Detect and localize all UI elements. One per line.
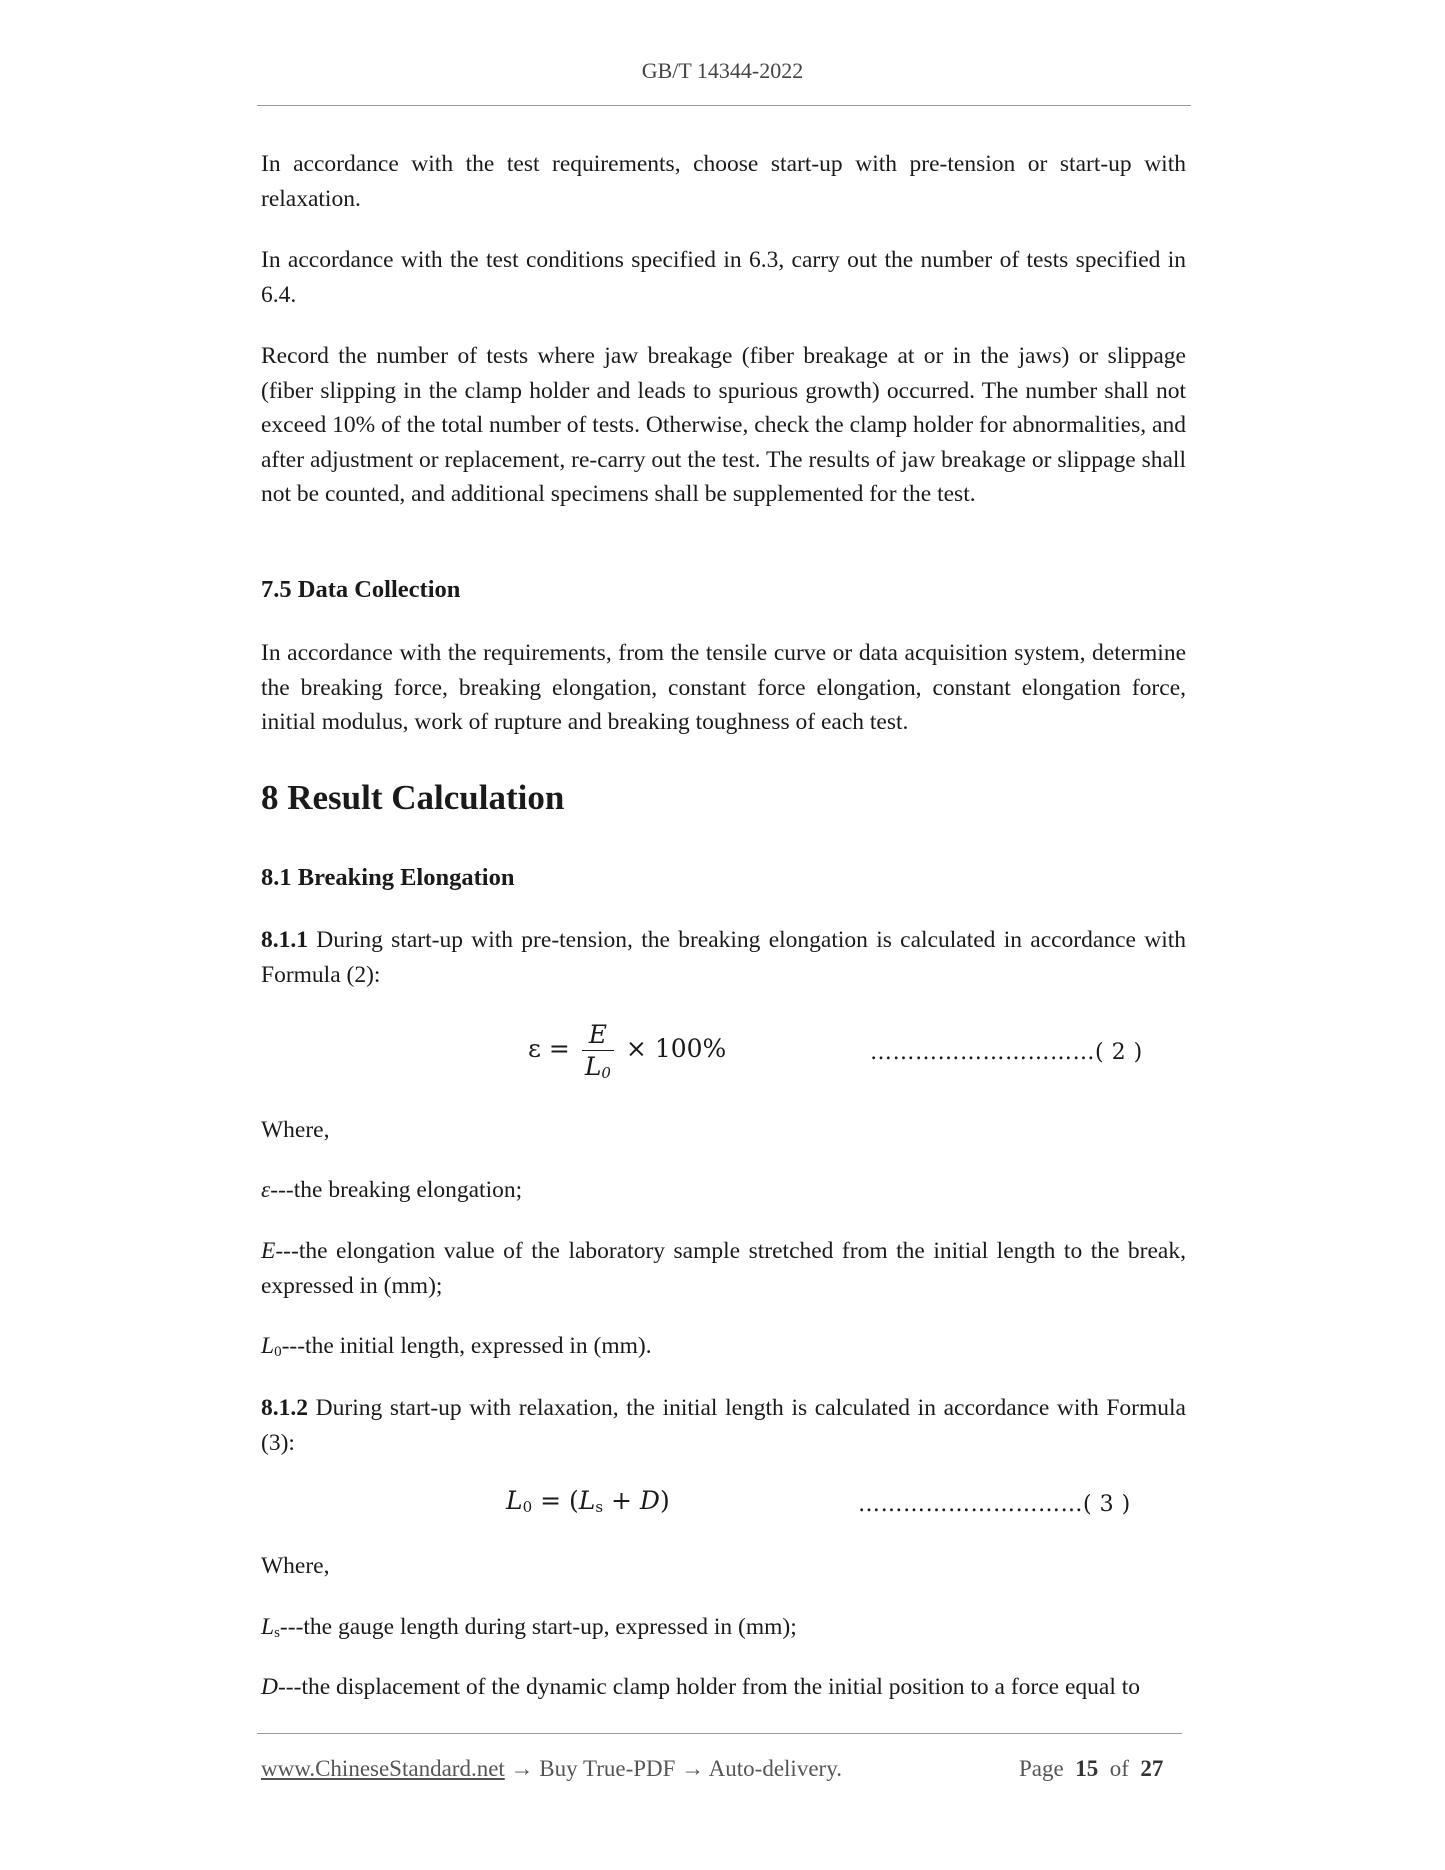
formula-2-label: ( 2 ) [1095, 1040, 1143, 1065]
formula-3-label: ( 3 ) [1083, 1492, 1131, 1517]
formula-epsilon: ε [528, 1034, 541, 1063]
definition-d: D---the displacement of the dynamic clamp holder from the initial position to a force equal to [261, 1674, 1141, 1700]
clause-number: 8.1.2 [261, 1395, 308, 1421]
definition-e: E---the elongation value of the laboratory sample stretched from the initial length to the break, expressed in (mm); [261, 1238, 1186, 1299]
header-doc-code: GB/T 14344-2022 [641, 58, 804, 83]
heading-8-1: 8.1 Breaking Elongation [261, 864, 515, 891]
formula-3-leader-dots: …………………………( 3 ) [858, 1492, 1131, 1517]
symbol-ls: L [261, 1614, 275, 1640]
formula-equals: = [548, 1034, 570, 1063]
clause-8-1-2 [261, 1391, 1186, 1460]
paragraph-test-count: In accordance with the test conditions specified in 6.3, carry out the number of tests specified in 6.4. [261, 247, 1186, 308]
arrow-icon: → [504, 1756, 540, 1781]
arrow-icon: → [675, 1756, 709, 1781]
symbol-e: E [261, 1238, 276, 1264]
where-label-2: Where, [261, 1553, 330, 1579]
formula-2-leader-dots: …………………………( 2 ) [870, 1040, 1143, 1065]
heading-8: 8 Result Calculation [261, 778, 565, 817]
clause-number: 8.1.1 [261, 927, 308, 953]
paragraph-jaw-breakage: Record the number of tests where jaw breakage (fiber breakage at or in the jaws) or slippage (fiber slipping in the clamp holder and leads to spurious growth) occurred. The number shall not exceed 10% of the total number of tests. Otherwise, check the clamp holder for abnormalities, and after adjustment or replacement, re-carry out the test. The results of jaw breakage or slippage shall not be counted, and additional specimens shall be supplemented for the test. [261, 343, 1186, 507]
page-number: Page 15 of 27 [1019, 1756, 1164, 1781]
clause-8-1-1 [261, 923, 1186, 992]
formula-times-100: × 100% [625, 1034, 727, 1063]
footer-links [261, 1756, 842, 1782]
site-link[interactable]: www.ChineseStandard.net [261, 1756, 505, 1781]
fraction-denominator: $L_0$ [582, 1050, 614, 1081]
header-rule [257, 105, 1191, 106]
formula-2 [528, 1020, 726, 1081]
symbol-l0: L [261, 1333, 275, 1359]
footer-rule [257, 1733, 1182, 1734]
definition-ls: $L_s--$-the gauge length during start-up, expressed in (mm); [261, 1614, 797, 1641]
clause-text: During start-up with relaxation, the initial length is calculated in accordance with Formula (3): [261, 1395, 1186, 1456]
where-label-1: Where, [261, 1117, 330, 1143]
symbol-d: D [261, 1674, 278, 1700]
fraction-numerator: E [588, 1020, 608, 1049]
definition-epsilon: ε---the breaking elongation; [261, 1177, 523, 1203]
formula-fraction [582, 1020, 614, 1081]
definition-l0: $L_0--$-the initial length, expressed in (mm). [261, 1333, 652, 1360]
buy-pdf-link[interactable]: Buy True-PDF [539, 1756, 676, 1781]
formula-3: $L_0 = (L_s + D)$ [506, 1486, 670, 1516]
paragraph-data-collection: In accordance with the requirements, from the tensile curve or data acquisition system, determine the breaking force, breaking elongation, constant force elongation, constant elongation force, initial modulus, work of rupture and breaking toughness of each test. [261, 640, 1186, 735]
symbol-epsilon: ε [261, 1177, 271, 1203]
auto-delivery-text: Auto-delivery. [708, 1756, 842, 1781]
clause-text: During start-up with pre-tension, the breaking elongation is calculated in accordance with Formula (2): [261, 927, 1186, 988]
heading-7-5: 7.5 Data Collection [261, 576, 461, 603]
paragraph-startup-choice: In accordance with the test requirements, choose start-up with pre-tension or start-up with relaxation. [261, 151, 1186, 212]
